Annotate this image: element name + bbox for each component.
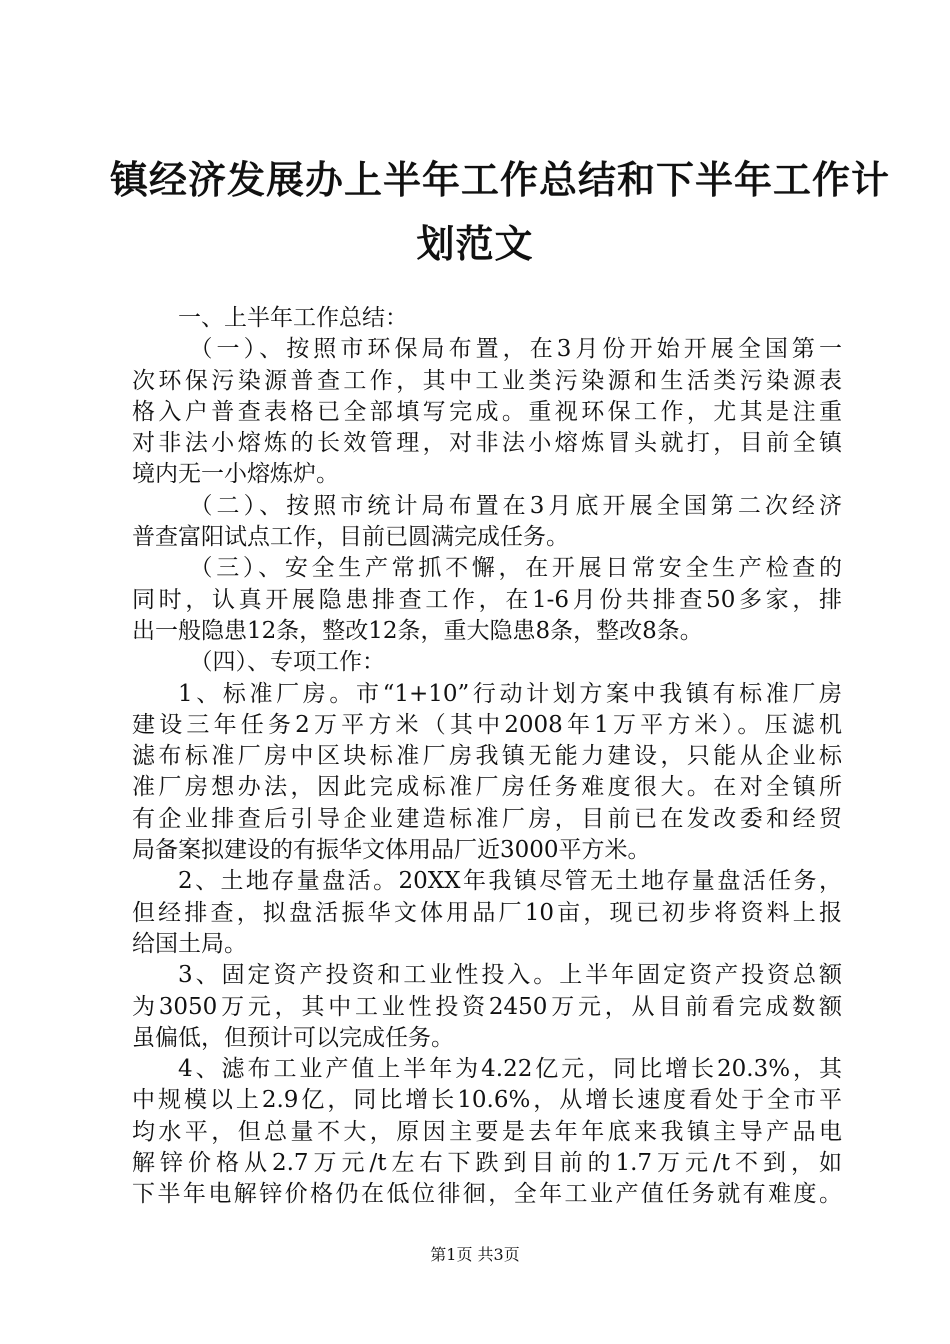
body-text-line: 虽偏低，但预计可以完成任务。 <box>132 1024 454 1051</box>
body-text-line: 中规模以上2.9亿，同比增长10.6%，从增长速度看处于全市平 <box>132 1087 842 1114</box>
body-text-line: 3、固定资产投资和工业性投入。上半年固定资产投资总额 <box>178 962 842 989</box>
document-title-line-1: 镇经济发展办上半年工作总结和下半年工作计 <box>110 157 891 202</box>
body-text-line: 但经排查，拟盘活振华文体用品厂10亩，现已初步将资料上报 <box>132 899 842 926</box>
body-text-line: （二）、按照市统计局布置在3月底开展全国第二次经济 <box>189 492 842 519</box>
body-text-line: 格入户普查表格已全部填写完成。重视环保工作，尤其是注重 <box>132 398 842 425</box>
body-text-line: 滤布标准厂房中区块标准厂房我镇无能力建设，只能从企业标 <box>132 743 842 770</box>
body-text-line: 有企业排查后引导企业建造标准厂房，目前已在发改委和经贸 <box>132 805 842 832</box>
body-text-line: 准厂房想办法，因此完成标准厂房任务难度很大。在对全镇所 <box>132 774 842 801</box>
body-text-line: 普查富阳试点工作，目前已圆满完成任务。 <box>132 524 569 551</box>
body-text-line: 对非法小熔炼的长效管理，对非法小熔炼冒头就打，目前全镇 <box>132 430 842 457</box>
body-text-line: 2、土地存量盘活。20XX年我镇尽管无土地存量盘活任务， <box>178 868 842 895</box>
body-text-line: 境内无一小熔炼炉。 <box>132 461 339 488</box>
body-text-line: （四）、专项工作： <box>189 649 385 676</box>
body-text-line: 给国土局。 <box>132 930 247 957</box>
body-text-line: 为3050万元，其中工业性投资2450万元，从目前看完成数额 <box>132 993 842 1020</box>
body-text-line: （一）、按照市环保局布置，在3月份开始开展全国第一 <box>189 336 842 363</box>
body-text-line: 建设三年任务2万平方米（其中2008年1万平方米）。压滤机 <box>132 711 842 738</box>
body-text-line: 解锌价格从2.7万元/t左右下跌到目前的1.7万元/t不到，如 <box>132 1150 842 1177</box>
document-body <box>132 303 842 1211</box>
body-text-line: 下半年电解锌价格仍在低位徘徊，全年工业产值任务就有难度。 <box>132 1181 842 1208</box>
body-text-line: 1、标准厂房。市“1+10”行动计划方案中我镇有标准厂房 <box>178 680 842 707</box>
body-text-line: 出一般隐患12条，整改12条，重大隐患8条，整改8条。 <box>132 617 703 644</box>
body-text-line: 一、上半年工作总结： <box>178 305 408 331</box>
body-text-line: 次环保污染源普查工作，其中工业类污染源和生活类污染源表 <box>132 367 842 394</box>
body-text-line: 同时，认真开展隐患排查工作，在1-6月份共排查50多家，排 <box>132 586 842 613</box>
document-title-line-2: 划范文 <box>416 221 534 266</box>
body-text-line: 均水平，但总量不大，原因主要是去年年底来我镇主导产品电 <box>132 1118 842 1145</box>
body-text-line: 局备案拟建设的有振华文体用品厂近3000平方米。 <box>132 837 651 864</box>
body-text-line: 4、滤布工业产值上半年为4.22亿元，同比增长20.3%，其 <box>178 1056 842 1083</box>
body-text-line: （三）、安全生产常抓不懈，在开展日常安全生产检查的 <box>189 555 842 582</box>
page-footer: 第1页 共3页 <box>430 1245 520 1264</box>
